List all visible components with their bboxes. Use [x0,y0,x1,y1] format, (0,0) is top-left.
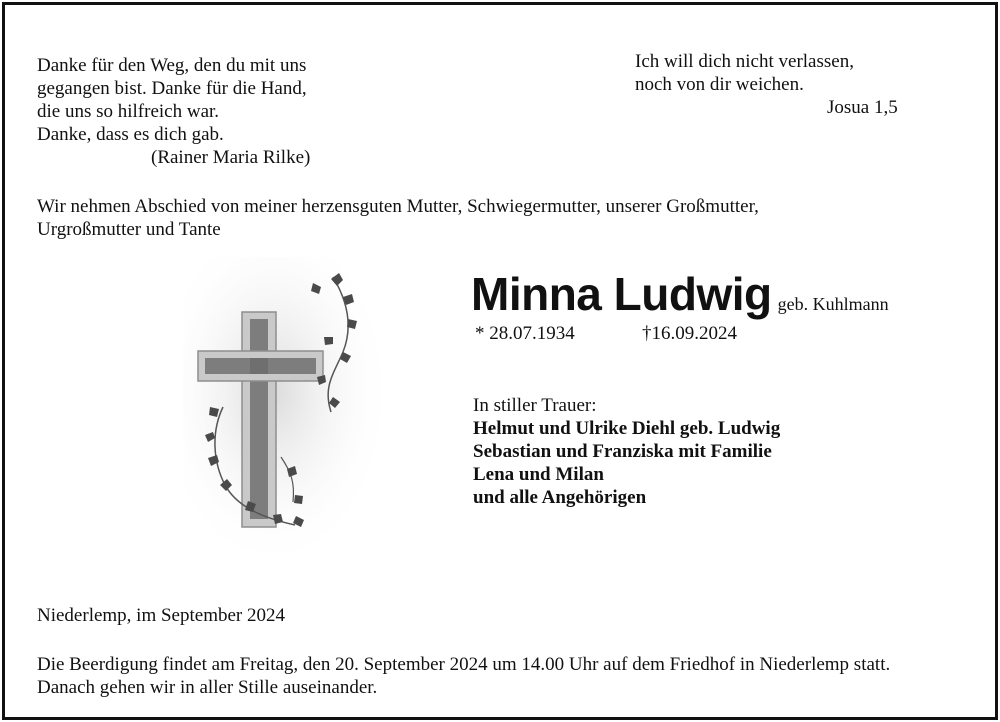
place-date: Niederlemp, im September 2024 [37,605,285,626]
quote-right-line: Ich will dich nicht verlassen, [635,51,854,72]
mourner-name: Helmut und Ulrike Diehl geb. Ludwig [473,418,781,439]
deceased-name-block [471,267,889,321]
cross-with-ivy-icon [183,257,383,557]
quote-right [635,50,898,119]
quote-left [37,54,310,169]
quote-left-line: die uns so hilfreich war. [37,101,220,122]
funeral-line: Danach gehen wir in aller Stille auseinander. [37,677,378,698]
mourner-name: und alle Angehörigen [473,487,647,508]
mourners-block [473,394,780,509]
intro-line: Wir nehmen Abschied von meiner herzensguten Mutter, Schwiegermutter, unserer Großmutter, [37,196,759,217]
quote-left-line: gegangen bist. Danke für die Hand, [37,78,307,99]
death-date: †16.09.2024 [642,323,737,344]
quote-left-attribution: (Rainer Maria Rilke) [151,147,311,168]
mourner-name: Lena und Milan [473,464,604,485]
deceased-name: Minna Ludwig [471,268,772,320]
birth-date: * 28.07.1934 [475,323,575,344]
notice-frame [2,2,998,720]
quote-left-line: Danke, dass es dich gab. [37,124,224,145]
mourner-name: Sebastian und Franziska mit Familie [473,441,772,462]
quote-right-reference: Josua 1,5 [827,97,898,118]
quote-left-line: Danke für den Weg, den du mit uns [37,55,307,76]
quote-right-line: noch von dir weichen. [635,74,804,95]
funeral-line: Die Beerdigung findet am Freitag, den 20. September 2024 um 14.00 Uhr auf dem Friedhof in Niederlemp statt. [37,654,891,675]
funeral-info [37,653,890,699]
intro-line: Urgroßmutter und Tante [37,219,221,240]
intro-text [37,195,759,241]
mourners-heading: In stiller Trauer: [473,395,597,416]
maiden-name: geb. Kuhlmann [777,294,889,314]
